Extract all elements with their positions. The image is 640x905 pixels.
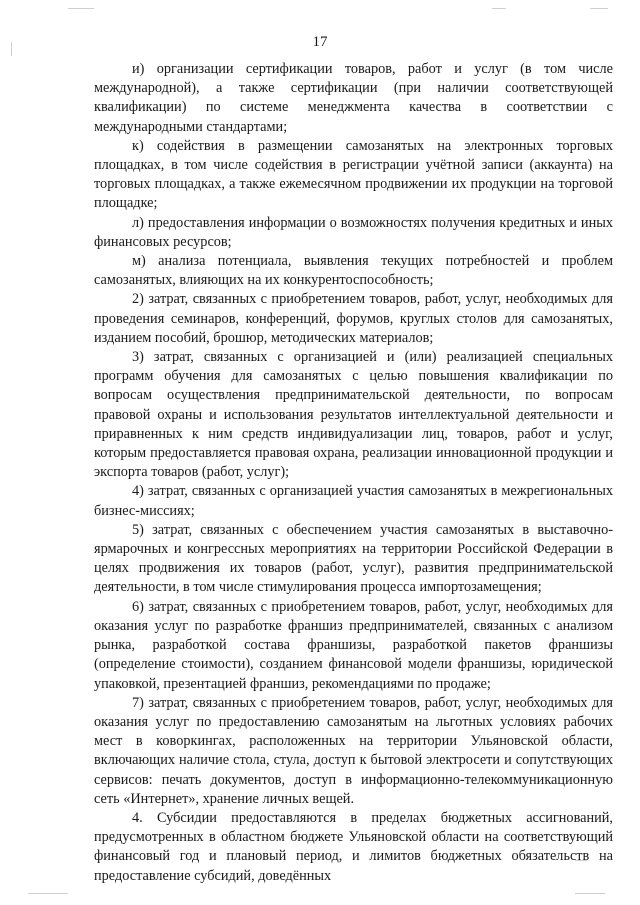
scan-artifact (68, 8, 94, 9)
document-body (94, 60, 613, 886)
paragraph-item-l: л) предоставления информации о возможностях получения кредитных и иных финансовых ресурсов; (94, 214, 613, 250)
paragraph-item-4: 4) затрат, связанных с организацией участия самозанятых в межрегиональных бизнес-миссиях; (94, 483, 613, 519)
paragraph-item-m: м) анализа потенциала, выявления текущих потребностей и проблем самозанятых, влияющих на их конкурентоспособность; (94, 253, 613, 289)
paragraph-item-k: к) содействия в размещении самозанятых на электронных торговых площадках, в том числе содействия в регистрации учётной записи (аккаунта) на торговых площадках, а также ежемесячном продвижении их продукции на торговой площадке; (94, 137, 613, 212)
paragraph-item-6: 6) затрат, связанных с приобретением товаров, работ, услуг, необходимых для оказания услуг по разработке франшиз предпринимателей, связанных с анализом рынка, разработкой состава франшизы, разработкой пакетов франшизы (определение стоимости), созданием финансовой модели франшизы, юридической упаковкой, презентацией франшиз, рекомендациями по продаже; (94, 598, 613, 692)
paragraph-item-i: и) организации сертификации товаров, работ и услуг (в том числе международной), а также сертификации (при наличии соответствующей квалификации) по системе менеджмента качества в соответствии с международными стандартами; (94, 61, 613, 135)
paragraph-clause-4: 4. Субсидии предоставляются в пределах бюджетных ассигнований, предусмотренных в областном бюджете Ульяновской области на соответствующий финансовый год и плановый период, и лимитов бюджетных обязательств на предоставление субсидий, доведённых (94, 809, 613, 884)
scan-artifact (575, 893, 605, 894)
scan-artifact (28, 893, 68, 894)
scan-artifact (590, 8, 608, 9)
paragraph-item-7: 7) затрат, связанных с приобретением товаров, работ, услуг, необходимых для оказания услуг по предоставлению самозанятым на льготных условиях рабочих мест в коворкингах, расположенных на территории Ульяновской области, включающих наличие стола, стула, доступ к бытовой электросети и сопутствующих сервисов: печать документов, доступ в информационно-телекоммуникационную сеть «Интернет», хранение личных вещей. (94, 694, 613, 807)
paragraph-item-3: 3) затрат, связанных с организацией и (или) реализацией специальных программ обучения для самозанятых с целью повышения квалификации по вопросам осуществления предпринимательской деятельности, по вопросам правовой охраны и использования результатов интеллектуальной деятельности и приравненных к ним средств индивидуализации лиц, товаров, работ и услуг, которым предоставляется правовая охрана, реализации инновационной продукции и экспорта товаров (работ, услуг); (94, 349, 613, 481)
paragraph-item-5: 5) затрат, связанных с обеспечением участия самозанятых в выставочно-ярмарочных и конгрессных мероприятиях на территории Российской Федерации в целях продвижения их товаров (работ, услуг), развития предпринимательской деятельности, в том числе стимулирования процесса импортозамещения; (94, 521, 613, 596)
scan-artifact (492, 8, 506, 9)
page-number: 17 (312, 34, 328, 50)
paragraph-item-2: 2) затрат, связанных с приобретением товаров, работ, услуг, необходимых для проведения семинаров, конференций, форумов, круглых столов для самозанятых, изданием пособий, брошюр, методических материалов; (94, 291, 613, 346)
